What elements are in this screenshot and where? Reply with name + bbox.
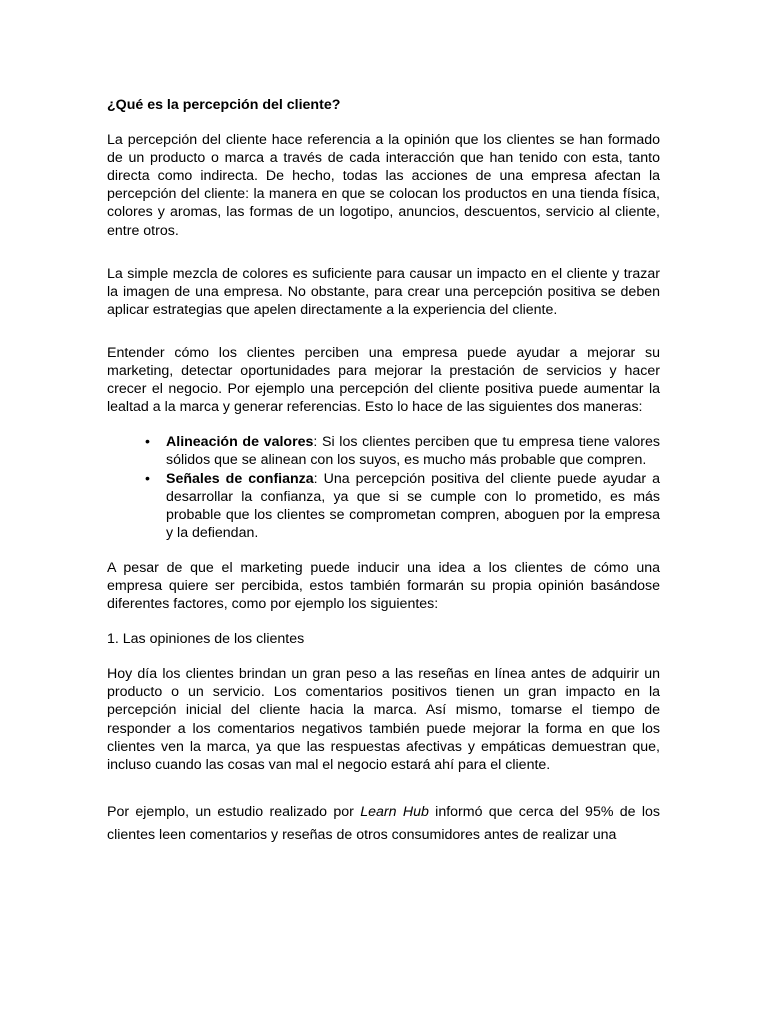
bullet-item-trust: [145, 470, 660, 542]
bullet-text: : Una percepción positiva del cliente puede ayudar a desarrollar la confianza, ya que si se cumple con lo prometido, es más probable que los clientes se comprometan compren, aboguen por la empresa y la defiendan.: [166, 470, 660, 541]
example-source: Learn Hub: [360, 803, 429, 820]
bullet-text: : Si los clientes perciben que tu empresa tiene valores sólidos que se alinean con los suyos, es mucho más probable que compren.: [166, 434, 660, 469]
paragraph-marketing: A pesar de que el marketing puede inducir una idea a los clientes de cómo una empresa quiere ser percibida, estos también formarán su propia opinión basándose diferentes factores, como por ejemplo los siguientes:: [107, 559, 660, 613]
bullet-term: Alineación de valores: [166, 434, 314, 451]
paragraph-opinions: Hoy día los clientes brindan un gran peso a las reseñas en línea antes de adquirir un producto o un servicio. Los comentarios positivos tienen un gran impacto en la percepción inicial del cliente hacia la marca. Así mismo, tomarse el tiempo de responder a los comentarios negativos también puede mejorar la forma en que los clientes ven la marca, ya que las respuestas afectivas y empáticas demuestran que, incluso cuando las cosas van mal el negocio estará ahí para el cliente.: [107, 666, 660, 773]
section-subheading: 1. Las opiniones de los clientes: [107, 631, 305, 648]
example-text-before: Por ejemplo, un estudio realizado por: [107, 803, 361, 820]
example-text-after: informó que cerca del 95% de los clientes leen comentarios y reseñas de otros consumidores antes de realizar una: [107, 803, 660, 843]
bullet-dot-icon: •: [145, 434, 150, 451]
paragraph-colors: La simple mezcla de colores es suficiente para causar un impacto en el cliente y trazar la imagen de una empresa. No obstante, para crear una percepción positiva se deben aplicar estrategias que apelen directamente a la experiencia del cliente.: [107, 265, 660, 318]
document-page: [107, 96, 660, 864]
document-heading: ¿Qué es la percepción del cliente?: [107, 97, 341, 113]
paragraph-intro: La percepción del cliente hace referencia a la opinión que los clientes se han formado de un producto o marca a través de cada interacción que han tenido con esta, tanto directa como indirecta. De hecho, todas las acciones de una empresa afectan la percepción del cliente: la manera en que se colocan los productos en una tienda física, colores y aromas, las formas de un logotipo, anuncios, descuentos, servicio al cliente, entre otros.: [107, 132, 660, 239]
bullet-list: [107, 433, 660, 542]
paragraph-understanding: Entender cómo los clientes perciben una empresa puede ayudar a mejorar su marketing, detectar oportunidades para mejorar la prestación de servicios y hacer crecer el negocio. Por ejemplo una percepción del cliente positiva puede aumentar la lealtad a la marca y generar referencias. Esto lo hace de las siguientes dos maneras:: [107, 344, 660, 416]
bullet-dot-icon: •: [145, 470, 150, 487]
bullet-term: Señales de confianza: [166, 470, 314, 487]
paragraph-example: [107, 801, 660, 847]
bullet-item-values: [145, 433, 660, 469]
